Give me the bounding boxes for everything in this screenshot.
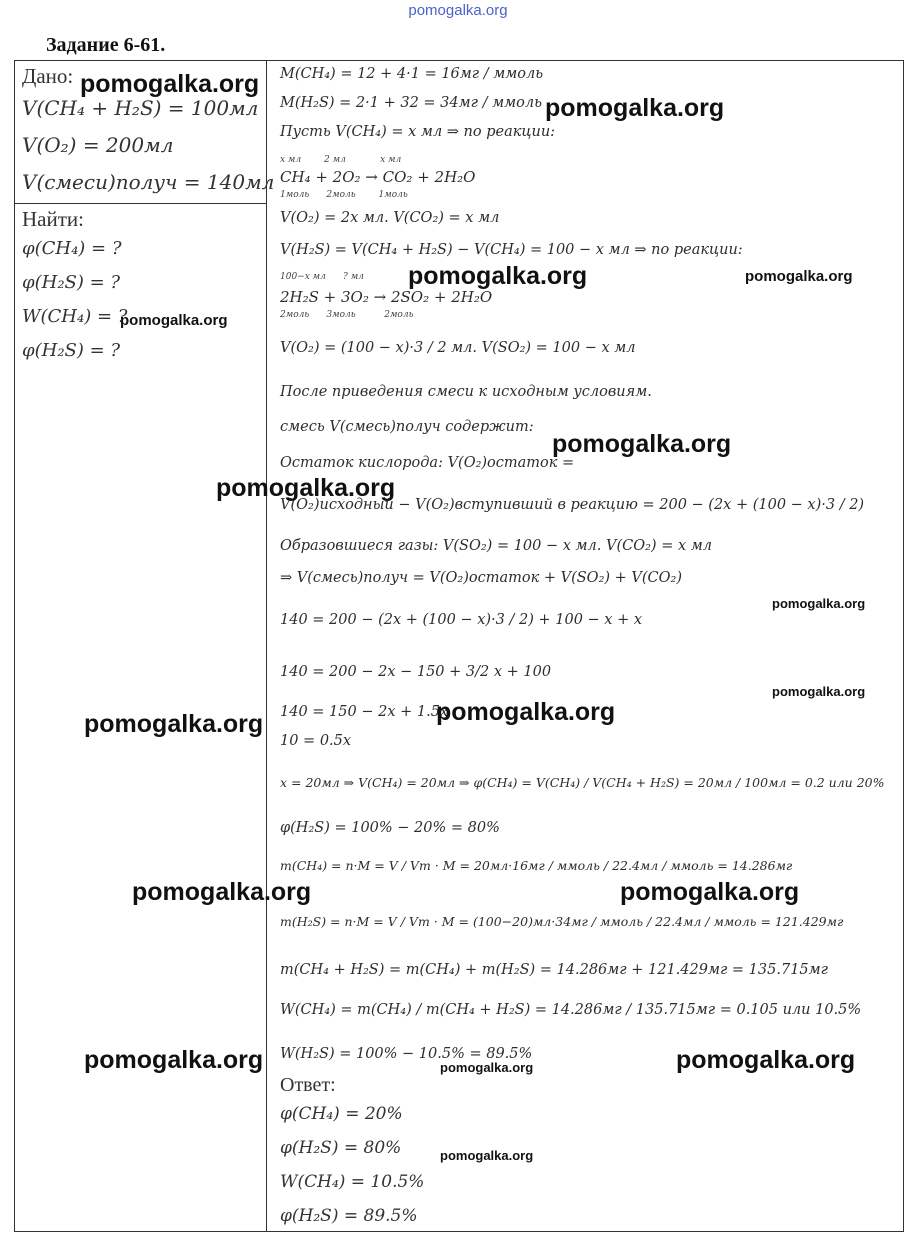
column-divider — [266, 60, 267, 1232]
watermark: pomogalka.org — [132, 878, 312, 906]
watermark: pomogalka.org — [552, 430, 732, 458]
task-title: Задание 6-61. — [46, 34, 166, 56]
reaction-equation: CH₄ + 2O₂ → CO₂ + 2H₂O — [280, 168, 476, 186]
watermark: pomogalka.org — [440, 1060, 534, 1075]
given-heading: Дано: — [22, 64, 74, 88]
find-item: φ(H₂S) = ? — [22, 340, 121, 361]
given-item: V(смеси)получ = 140мл — [22, 170, 275, 194]
watermark: pomogalka.org — [436, 698, 616, 726]
watermark: pomogalka.org — [545, 94, 725, 122]
find-item: W(CH₄) = ? — [22, 306, 128, 327]
watermark: pomogalka.org — [120, 312, 228, 329]
watermark: pomogalka.org — [216, 474, 396, 502]
solution-line: 140 = 200 − (2x + (100 − x)·3 / 2) + 100 − x + x — [280, 612, 643, 628]
solution-line: m(H₂S) = n·M = V / Vm · M = (100−20)мл·34мг / ммоль / 22.4мл / ммоль = 121.429мг — [280, 914, 844, 929]
solution-line: m(CH₄) = n·M = V / Vm · M = 20мл·16мг / ммоль / 22.4мл / ммоль = 14.286мг — [280, 858, 793, 873]
watermark: pomogalka.org — [772, 596, 866, 611]
solution-line: 100−x мл ? мл — [280, 272, 364, 282]
answer-item: W(CH₄) = 10.5% — [280, 1172, 425, 1192]
solution-line: ⇒ V(смесь)получ = V(O₂)остаток + V(SO₂) + V(CO₂) — [280, 570, 682, 586]
solution-line: После приведения смеси к исходным условиям. — [280, 384, 652, 400]
solution-line: смесь V(смесь)получ содержит: — [280, 419, 534, 435]
solution-line: M(H₂S) = 2·1 + 32 = 34мг / ммоль — [280, 95, 542, 111]
solution-line: V(O₂) = (100 − x)·3 / 2 мл. V(SO₂) = 100 − x мл — [280, 340, 636, 356]
answer-item: φ(H₂S) = 80% — [280, 1138, 402, 1158]
watermark: pomogalka.org — [440, 1148, 534, 1163]
given-item: V(CH₄ + H₂S) = 100мл — [22, 96, 259, 120]
solution-line: 1моль 2моль 1моль — [280, 190, 408, 200]
solution-line: Остаток кислорода: V(O₂)остаток = — [280, 455, 575, 471]
solution-line: V(H₂S) = V(CH₄ + H₂S) − V(CH₄) = 100 − x мл ⇒ по реакции: — [280, 242, 743, 258]
find-heading: Найти: — [22, 207, 84, 231]
solution-line: 2моль 3моль 2моль — [280, 310, 414, 320]
solution-line: W(H₂S) = 100% − 10.5% = 89.5% — [280, 1046, 533, 1062]
solution-line: φ(H₂S) = 100% − 20% = 80% — [280, 820, 500, 836]
given-find-divider — [14, 203, 267, 204]
solution-line: m(CH₄ + H₂S) = m(CH₄) + m(H₂S) = 14.286мг + 121.429мг = 135.715мг — [280, 962, 828, 978]
solution-line: 140 = 200 − 2x − 150 + 3/2 x + 100 — [280, 664, 552, 680]
watermark: pomogalka.org — [676, 1046, 856, 1074]
watermark: pomogalka.org — [84, 710, 264, 738]
solution-line: Пусть V(CH₄) = x мл ⇒ по реакции: — [280, 124, 556, 140]
solution-line: W(CH₄) = m(CH₄) / m(CH₄ + H₂S) = 14.286мг / 135.715мг = 0.105 или 10.5% — [280, 1002, 862, 1018]
find-item: φ(CH₄) = ? — [22, 238, 122, 259]
watermark: pomogalka.org — [745, 268, 853, 285]
solution-line: 140 = 150 − 2x + 1.5x — [280, 704, 449, 720]
reaction-equation: 2H₂S + 3O₂ → 2SO₂ + 2H₂O — [280, 288, 493, 306]
solution-line: x = 20мл ⇒ V(CH₄) = 20мл ⇒ φ(CH₄) = V(CH₄) / V(CH₄ + H₂S) = 20мл / 100мл = 0.2 или 20% — [280, 775, 885, 790]
solution-line: x мл 2 мл x мл — [280, 155, 402, 165]
find-item: φ(H₂S) = ? — [22, 272, 121, 293]
solution-line: Образовшиеся газы: V(SO₂) = 100 − x мл. V(CO₂) = x мл — [280, 538, 712, 554]
watermark: pomogalka.org — [80, 70, 260, 98]
solution-line: M(CH₄) = 12 + 4·1 = 16мг / ммоль — [280, 66, 544, 82]
header-watermark: pomogalka.org — [408, 2, 508, 19]
watermark: pomogalka.org — [772, 684, 866, 699]
answer-item: φ(H₂S) = 89.5% — [280, 1206, 418, 1226]
watermark: pomogalka.org — [408, 262, 588, 290]
answer-heading: Ответ: — [280, 1074, 336, 1096]
solution-line: V(O₂) = 2x мл. V(CO₂) = x мл — [280, 210, 500, 226]
watermark: pomogalka.org — [84, 1046, 264, 1074]
answer-item: φ(CH₄) = 20% — [280, 1104, 403, 1124]
watermark: pomogalka.org — [620, 878, 800, 906]
solution-line: V(O₂)исходный − V(O₂)вступивший в реакцию = 200 − (2x + (100 − x)·3 / 2) — [280, 497, 865, 513]
solution-line: 10 = 0.5x — [280, 733, 352, 749]
given-item: V(O₂) = 200мл — [22, 133, 174, 157]
